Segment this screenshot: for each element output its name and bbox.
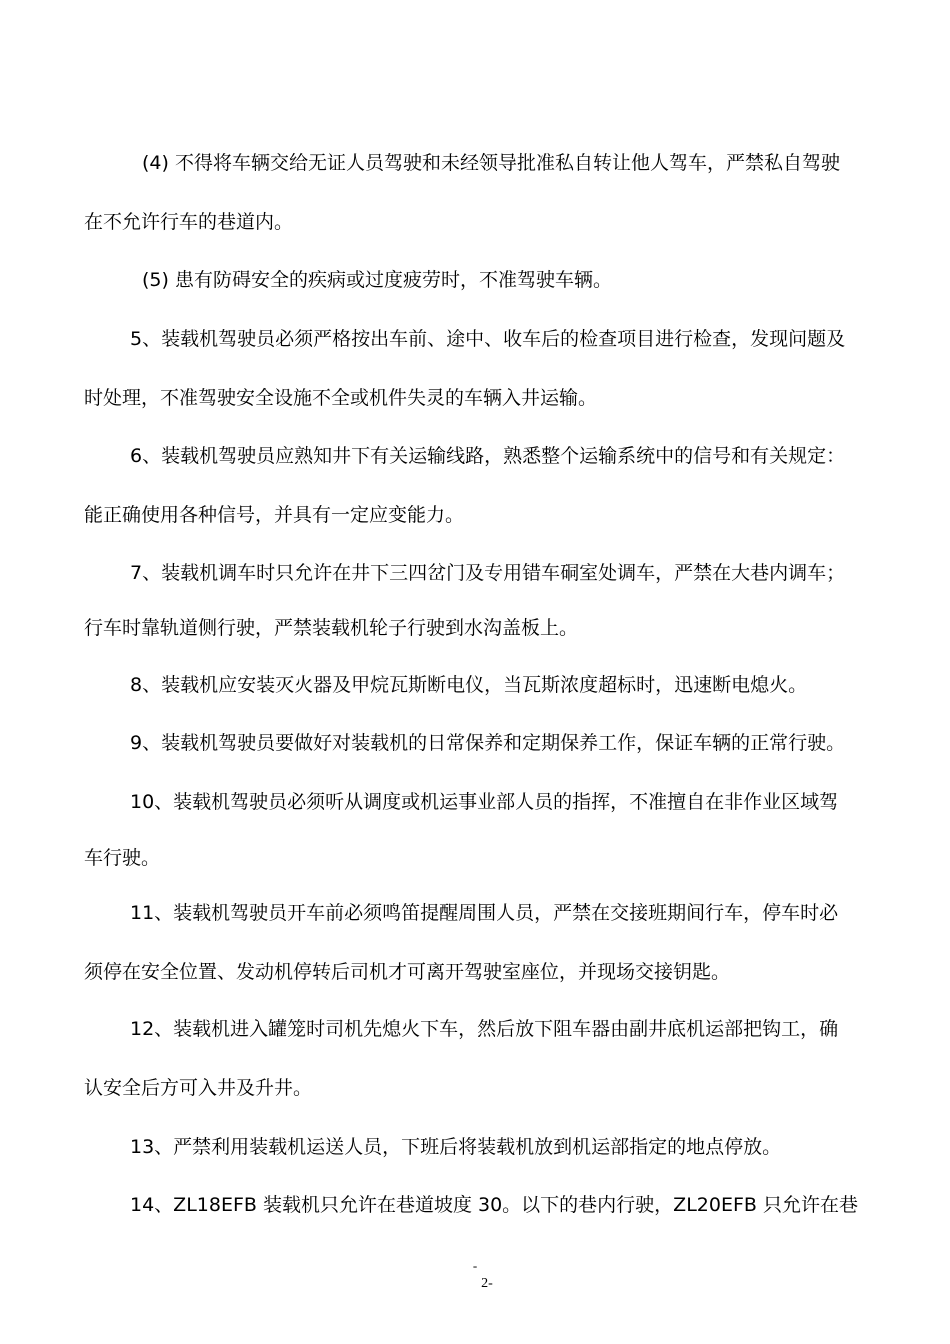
text-line (0, 846, 950, 870)
text-line (0, 444, 950, 468)
line-text: 12、装载机进入罐笼时司机先熄火下车，然后放下阻车器由副井底机运部把钩工，确 (130, 1018, 839, 1040)
page-number: 2- (481, 1276, 493, 1291)
line-text: 9、装载机驾驶员要做好对装载机的日常保养和定期保养工作，保证车辆的正常行驶。 (130, 732, 846, 754)
line-text: 8、装载机应安装灭火器及甲烷瓦斯断电仪，当瓦斯浓度超标时，迅速断电熄火。 (130, 674, 808, 696)
line-text: 5、装载机驾驶员必须严格按出车前、途中、收车后的检查项目进行检查，发现问题及 (130, 328, 846, 350)
text-line (0, 327, 950, 351)
text-line (0, 151, 950, 175)
text-line (0, 790, 950, 814)
line-text: (4) 不得将车辆交给无证人员驾驶和未经领导批准私自转让他人驾车，严禁私自驾驶 (142, 152, 840, 174)
text-line (0, 503, 950, 527)
line-text: (5) 患有防碍安全的疾病或过度疲劳时，不准驾驶车辆。 (142, 269, 612, 291)
line-text: 行车时靠轨道侧行驶，严禁装载机轮子行驶到水沟盖板上。 (84, 617, 579, 639)
line-text: 能正确使用各种信号，并具有一定应变能力。 (84, 504, 465, 526)
text-line (0, 901, 950, 925)
text-line (0, 616, 950, 640)
text-line (0, 1017, 950, 1041)
text-line (0, 731, 950, 755)
text-line (0, 673, 950, 697)
text-line (0, 1193, 950, 1217)
text-line (0, 210, 950, 234)
line-text: 车行驶。 (84, 847, 161, 869)
line-text: 须停在安全位置、发动机停转后司机才可离开驾驶室座位，并现场交接钥匙。 (84, 961, 731, 983)
line-text: 认安全后方可入井及升井。 (84, 1077, 313, 1099)
text-line (0, 1135, 950, 1159)
line-text: 13、严禁利用装载机运送人员，下班后将装载机放到机运部指定的地点停放。 (130, 1136, 782, 1158)
line-text: 在不允许行车的巷道内。 (84, 211, 294, 233)
footer-dash: - (472, 1258, 478, 1273)
text-line (0, 561, 950, 585)
line-text: 7、装载机调车时只允许在井下三四岔门及专用错车硐室处调车，严禁在大巷内调车； (130, 562, 846, 584)
line-text: 14、ZL18EFB 装载机只允许在巷道坡度 30。以下的巷内行驶，ZL20EFB 只允许在巷 (130, 1194, 858, 1216)
line-text: 11、装载机驾驶员开车前必须鸣笛提醒周围人员，严禁在交接班期间行车，停车时必 (130, 902, 839, 924)
text-line (0, 1076, 950, 1100)
text-line (0, 268, 950, 292)
line-text: 6、装载机驾驶员应熟知井下有关运输线路，熟悉整个运输系统中的信号和有关规定： (130, 445, 846, 467)
line-text: 时处理，不准驾驶安全设施不全或机件失灵的车辆入井运输。 (84, 387, 598, 409)
text-line (0, 386, 950, 410)
line-text: 10、装载机驾驶员必须听从调度或机运事业部人员的指挥，不准擅自在非作业区域驾 (130, 791, 839, 813)
text-line (0, 960, 950, 984)
